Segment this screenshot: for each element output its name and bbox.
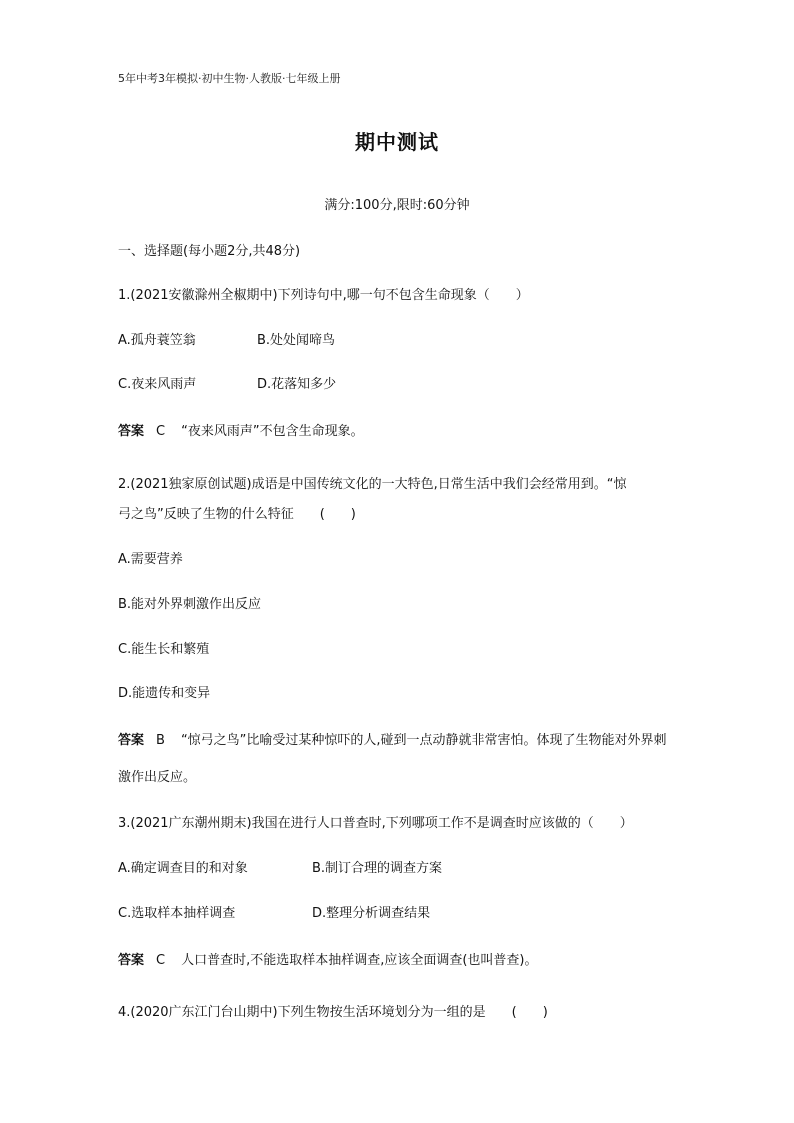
- answer-label: 答案: [118, 953, 145, 968]
- answer-letter: C: [156, 424, 166, 439]
- question-1-option-b: B.处处闻啼鸟: [257, 333, 336, 348]
- answer-explanation: “夜来风雨声”不包含生命现象。: [181, 424, 364, 439]
- answer-label: 答案: [118, 733, 145, 748]
- question-2-option-d: D.能遗传和变异: [118, 686, 211, 701]
- question-4-stem: 4.(2020广东江门台山期中)下列生物按生活环境划分为一组的是 ( ): [118, 1005, 548, 1020]
- question-3-option-a: A.确定调查目的和对象: [118, 861, 248, 876]
- question-2-stem-line2: 弓之鸟”反映了生物的什么特征 ( ): [118, 507, 356, 522]
- question-2-option-c: C.能生长和繁殖: [118, 642, 210, 657]
- question-3-option-d: D.整理分析调查结果: [312, 906, 431, 921]
- page-title: 期中测试: [355, 130, 439, 154]
- question-3-answer: [118, 942, 678, 979]
- answer-letter: C: [156, 953, 166, 968]
- question-1-answer: [118, 413, 678, 450]
- question-2-answer: [118, 722, 678, 796]
- answer-label: 答案: [118, 424, 145, 439]
- section-heading: 一、选择题(每小题2分,共48分): [118, 244, 301, 259]
- question-2-option-b: B.能对外界刺激作出反应: [118, 597, 262, 612]
- exam-meta: 满分:100分,限时:60分钟: [324, 198, 470, 213]
- question-1-option-a: A.孤舟蓑笠翁: [118, 333, 196, 348]
- question-3-stem: 3.(2021广东潮州期末)我国在进行人口普查时,下列哪项工作不是调查时应该做的（ ）: [118, 816, 633, 831]
- answer-explanation: “惊弓之鸟”比喻受过某种惊吓的人,碰到一点动静就非常害怕。体现了生物能对外界刺激作出反应。: [118, 733, 667, 785]
- question-1-option-d: D.花落知多少: [257, 377, 337, 392]
- question-3-option-b: B.制订合理的调查方案: [312, 861, 443, 876]
- answer-explanation: 人口普查时,不能选取样本抽样调查,应该全面调查(也叫普查)。: [181, 953, 538, 968]
- question-3-option-c: C.选取样本抽样调查: [118, 906, 236, 921]
- question-1-option-c: C.夜来风雨声: [118, 377, 197, 392]
- answer-letter: B: [156, 733, 165, 748]
- question-1-stem: 1.(2021安徽滁州全椒期中)下列诗句中,哪一句不包含生命现象（ ）: [118, 288, 529, 303]
- question-2-option-a: A.需要营养: [118, 552, 183, 567]
- running-header: 5年中考3年模拟·初中生物·人教版·七年级上册: [118, 72, 341, 85]
- question-2-stem-line1: 2.(2021独家原创试题)成语是中国传统文化的一大特色,日常生活中我们会经常用到。“惊: [118, 477, 627, 492]
